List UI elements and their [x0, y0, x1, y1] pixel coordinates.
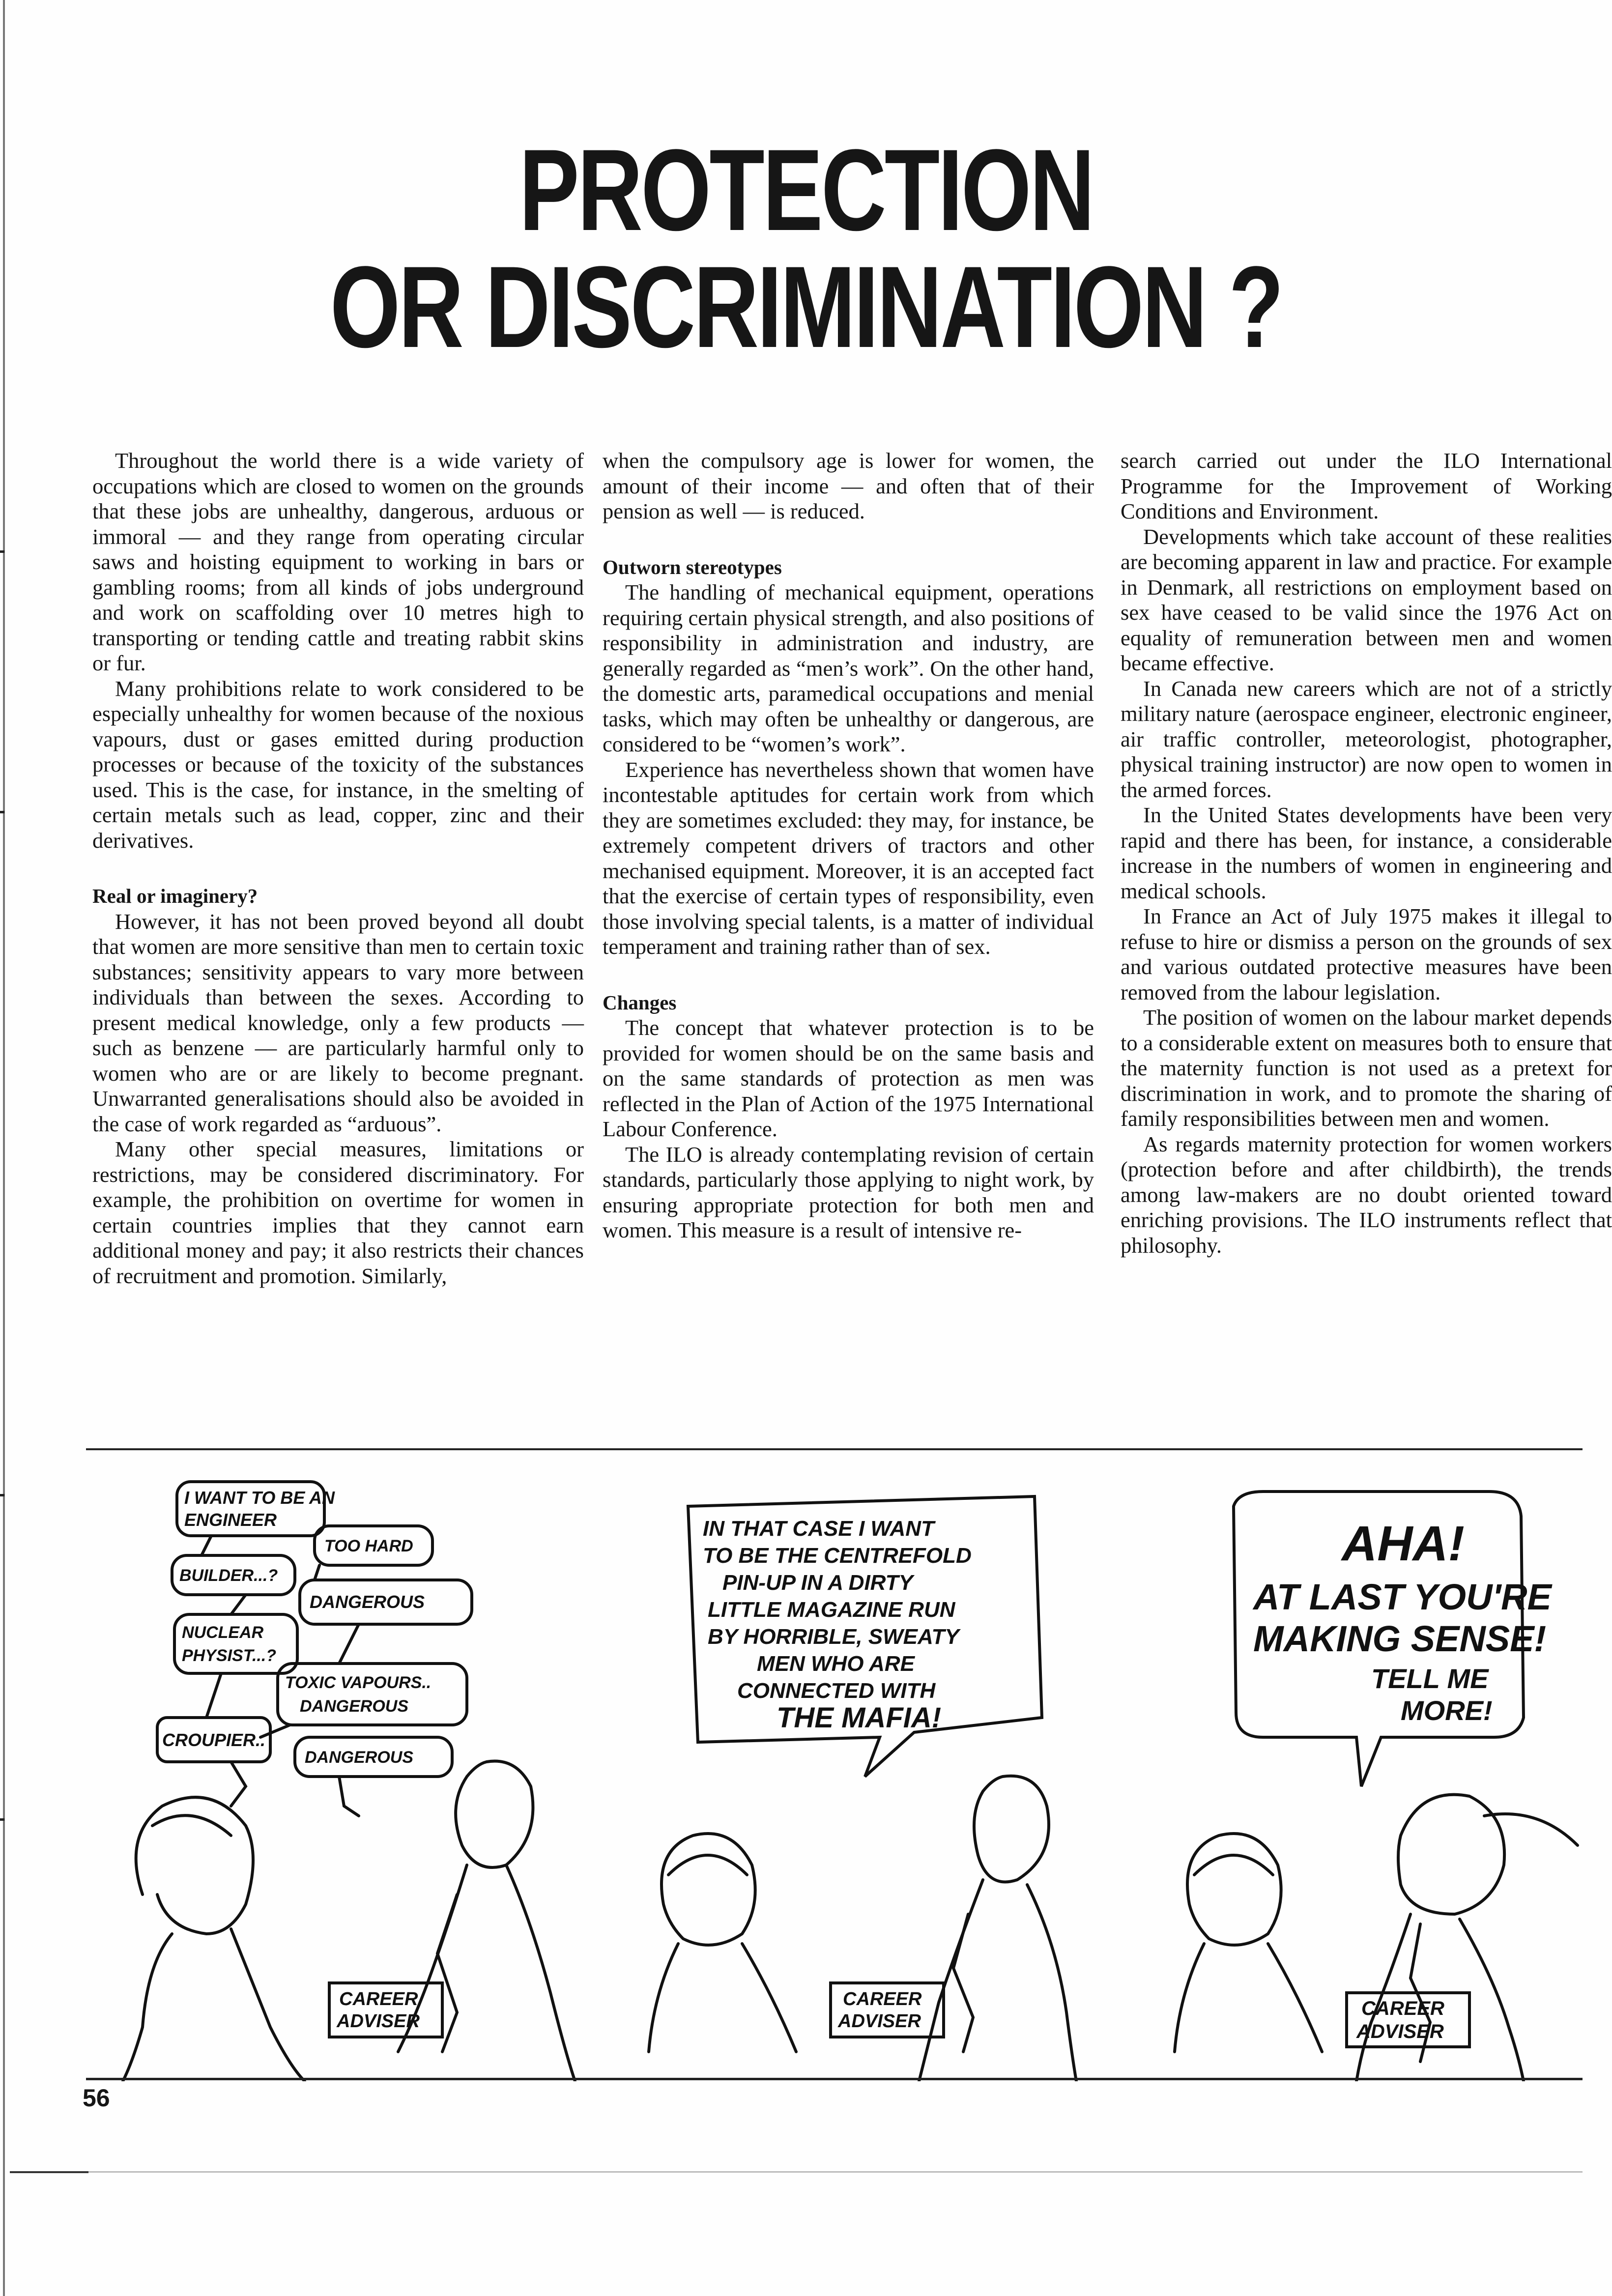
- paragraph: The concept that whatever protection is to be provided for women should be on the same basis and on the same standards of protection as men was reflected in the Plan of Action of the 1975 International Labour Conference.: [603, 1015, 1094, 1141]
- bubble-text: ENGINEER: [184, 1510, 277, 1530]
- headline-line-1: PROTECTION: [519, 125, 1093, 255]
- bubble-text: AT LAST YOU'RE: [1253, 1577, 1552, 1617]
- paragraph: Experience has nevertheless shown that women have incontestable aptitudes for certain work from which they are sometimes excluded: they may, for instance, be extremely competent drivers of tractors and other mechanised equipment. Moreover, it is an accepted fact that the exercise of certain types of responsibility, even those involving special talents, is a matter of individual temperament and training rather than of sex.: [603, 757, 1094, 959]
- section-heading: Changes: [603, 991, 677, 1014]
- bubble-text: PHYSIST...?: [182, 1646, 277, 1665]
- sign-text: CAREER: [339, 1989, 418, 2009]
- sign-text: CAREER: [843, 1989, 922, 2009]
- paragraph: The position of women on the labour market depends to a considerable extent on measures both to ensure that the maternity function is not used as a pretext for discrimination in work, and to promote the sharing of family responsibilities between men and women.: [1121, 1005, 1612, 1131]
- bubble-text: TO BE THE CENTREFOLD: [703, 1544, 972, 1568]
- sign-text: ADVISER: [337, 2011, 420, 2032]
- bubble-text: TOXIC VAPOURS..: [285, 1673, 432, 1692]
- paragraph: Many prohibitions relate to work considered to be especially unhealthy for women because of the noxious vapours, dust or gases emitted during production processes or because of the toxicity of the substances used. This is the case, for instance, in the smelting of certain metals such as lead, copper, zinc and their derivatives.: [92, 676, 584, 853]
- article-column-1: [92, 448, 584, 1289]
- section-heading: Real or imaginery?: [92, 885, 258, 907]
- bubble-text: DANGEROUS: [305, 1748, 414, 1767]
- paragraph: The handling of mechanical equipment, operations requiring certain physical strength, and also positions of responsibility in administration and industry, are generally regarded as “men’s work”. On the other hand, the domestic arts, paramedical occupations and menial tasks, which may often be unhealthy or dangerous, are considered to be “women’s work”.: [603, 580, 1094, 756]
- footer-rule: [88, 2171, 1583, 2173]
- career-adviser-cartoon: [84, 1462, 1582, 2081]
- bubble-text: NUCLEAR: [182, 1623, 264, 1642]
- margin-mark: [0, 550, 4, 553]
- paragraph: The ILO is already contemplating revision of certain standards, particularly those applying to night work, by ensuring appropriate protection for both men and women. This measure is a result of intensive re-: [603, 1142, 1094, 1242]
- paragraph: Many other special measures, limitations or restrictions, may be considered discriminatory. For example, the prohibition on overtime for women in certain countries implies that they cannot earn additional money and pay; it also restricts their chances of recruitment and promotion. Similarly,: [92, 1137, 584, 1288]
- bubble-text: LITTLE MAGAZINE RUN: [708, 1598, 955, 1622]
- paragraph: Developments which take account of these realities are becoming apparent in law and practice. For example in Denmark, all restrictions on employment based on sex have ceased to be valid since the 1976 Act on equality of remuneration between men and women became effective.: [1121, 524, 1612, 675]
- bubble-text: BUILDER...?: [179, 1566, 278, 1585]
- paragraph: when the compulsory age is lower for women, the amount of their income — and often that of their pension as well — is reduced.: [603, 448, 1094, 523]
- paragraph: Throughout the world there is a wide variety of occupations which are closed to women on the grounds that these jobs are unhealthy, dangerous, arduous or immoral — and they range from operating circular saws and hoisting equipment to working in bars or gambling rooms; from all kinds of jobs underground and work on scaffolding over 10 metres high to transporting or tending cattle and treating rabbit skins or fur.: [92, 448, 584, 675]
- cartoon-top-rule: [86, 1448, 1583, 1450]
- section-heading: Outworn stereotypes: [603, 555, 782, 578]
- paragraph: In Canada new careers which are not of a strictly military nature (aerospace engineer, electronic engineer, air traffic controller, meteorologist, photographer, physical training instructor) are now open to women in the armed forces.: [1121, 676, 1612, 802]
- bubble-text: CONNECTED WITH: [737, 1679, 936, 1703]
- section-spacer: [603, 960, 1094, 990]
- section-spacer: [603, 524, 1094, 555]
- sign-text: ADVISER: [838, 2011, 921, 2032]
- bubble-text: CROUPIER..: [162, 1730, 266, 1750]
- speech-bubble: [278, 1664, 467, 1725]
- sign-text: CAREER: [1361, 1998, 1444, 2019]
- bubble-text: TELL ME: [1371, 1663, 1489, 1694]
- bubble-text: MORE!: [1401, 1695, 1493, 1726]
- page-left-edge: [3, 0, 5, 2296]
- margin-mark: [0, 1818, 4, 1821]
- margin-mark: [0, 811, 4, 813]
- bubble-text: MAKING SENSE!: [1253, 1618, 1547, 1659]
- paragraph: As regards maternity protection for women workers (protection before and after childbirth), the trends among law-makers are no doubt oriented toward enriching provisions. The ILO instruments reflect that philosophy.: [1121, 1131, 1612, 1258]
- paragraph: In France an Act of July 1975 makes it illegal to refuse to hire or dismiss a person on the grounds of sex and various outdated protective measures have been removed from the labour legislation.: [1121, 904, 1612, 1004]
- bubble-text: BY HORRIBLE, SWEATY: [708, 1625, 959, 1649]
- cartoon-bottom-rule: [86, 2078, 1583, 2080]
- bubble-text: I WANT TO BE AN: [184, 1488, 335, 1508]
- paragraph: However, it has not been proved beyond all doubt that women are more sensitive than men to certain toxic substances; sensitivity appears to vary more between individuals than between the sexes. According to present medical knowledge, only a few products — such as benzene — are particularly harmful only to women who are or are likely to become pregnant. Unwarranted generalisations should also be avoided in the case of work regarded as “arduous”.: [92, 909, 584, 1136]
- bubble-text: THE MAFIA!: [777, 1702, 942, 1734]
- headline-line-2: OR DISCRIMINATION ?: [330, 242, 1282, 372]
- footer-rule: [10, 2171, 88, 2173]
- article-column-2: [603, 448, 1094, 1243]
- bubble-text: AHA!: [1342, 1516, 1465, 1571]
- bubble-text: MEN WHO ARE: [757, 1652, 915, 1676]
- article-column-3: [1121, 448, 1612, 1258]
- bubble-text: DANGEROUS: [310, 1592, 425, 1612]
- sign-text: ADVISER: [1356, 2021, 1444, 2042]
- margin-mark: [0, 1494, 4, 1496]
- bubble-text: DANGEROUS: [300, 1697, 409, 1716]
- paragraph: In the United States developments have been very rapid and there has been, for instance, a considerable increase in the numbers of women in engineering and medical schools.: [1121, 803, 1612, 903]
- section-spacer: [92, 853, 584, 884]
- bubble-text: TOO HARD: [324, 1537, 413, 1555]
- bubble-text: PIN-UP IN A DIRTY: [722, 1571, 913, 1595]
- paragraph: search carried out under the ILO International Programme for the Improvement of Working Conditions and Environment.: [1121, 448, 1612, 523]
- page-number: 56: [83, 2084, 110, 2112]
- bubble-text: IN THAT CASE I WANT: [703, 1517, 934, 1541]
